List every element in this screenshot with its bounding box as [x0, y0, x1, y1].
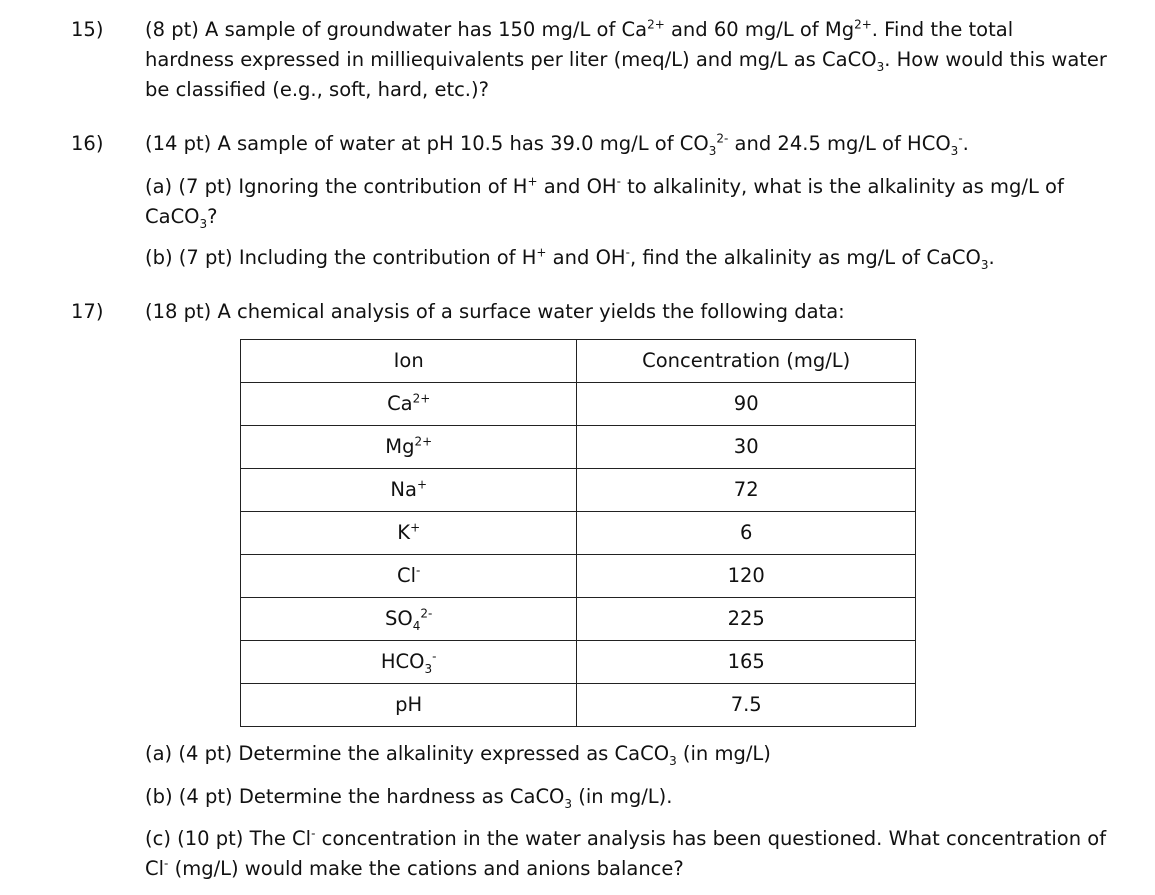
concentration-cell: 225	[577, 598, 916, 641]
superscript: -	[625, 245, 630, 260]
superscript: -	[311, 826, 316, 841]
problem-16b-text-part: .	[988, 246, 995, 269]
ion-cell	[241, 555, 577, 598]
problem-15-text	[71, 15, 1108, 105]
problem-17c-text-part: concentration in the water analysis has been questioned. What concentration of Cl	[145, 827, 1107, 880]
problem-16a-text-part: (a) (7 pt) Ignoring the contribution of H	[145, 175, 528, 198]
problem-17c-text	[108, 824, 1108, 884]
problem-17-text	[71, 297, 1108, 327]
ion-charge: -	[432, 649, 437, 664]
subscript: 3	[876, 59, 885, 74]
superscript: 2+	[854, 17, 872, 32]
table-row	[241, 383, 916, 426]
ion-cell	[241, 684, 577, 727]
problem-16-text-part: (14 pt) A sample of water at pH 10.5 has 39.0 mg/L of CO	[145, 132, 709, 155]
ion-symbol: Ca	[387, 392, 413, 415]
problem-16-text-part: .	[962, 132, 969, 155]
subscript: 3	[564, 796, 573, 811]
problem-16	[71, 129, 1108, 159]
problem-17a-text-part: (a) (4 pt) Determine the alkalinity expressed as CaCO	[145, 742, 670, 765]
problem-17b-text-part: (b) (4 pt) Determine the hardness as CaCO	[145, 785, 565, 808]
problem-16a-text-part: and OH	[537, 175, 617, 198]
problem-17c	[108, 824, 1108, 884]
table-row	[241, 641, 916, 684]
problem-16a-text	[108, 172, 1108, 232]
ion-cell	[241, 598, 577, 641]
table-row	[241, 555, 916, 598]
problem-16-text-part: and 24.5 mg/L of HCO	[728, 132, 951, 155]
problem-17a-text-part: (in mg/L)	[676, 742, 771, 765]
problem-17-text-part: (18 pt) A chemical analysis of a surface water yields the following data:	[145, 300, 845, 323]
concentration-cell: 120	[577, 555, 916, 598]
table-row	[241, 598, 916, 641]
header-ion: Ion	[241, 340, 577, 383]
concentration-cell: 30	[577, 426, 916, 469]
concentration-cell: 72	[577, 469, 916, 512]
ion-table-body	[241, 340, 916, 727]
subscript: 3	[950, 143, 959, 158]
ion-symbol: pH	[395, 693, 423, 716]
superscript: +	[527, 174, 538, 189]
problem-16-number: 16)	[71, 132, 104, 155]
superscript: 2-	[716, 131, 729, 146]
table-row	[241, 684, 916, 727]
problem-15-text-part: . How would this water be classified (e.g., soft, hard, etc.)?	[145, 48, 1107, 101]
ion-symbol: HCO	[380, 650, 425, 673]
ion-subscript: 3	[424, 661, 433, 676]
superscript: -	[616, 174, 621, 189]
ion-symbol: SO	[385, 607, 413, 630]
table-row	[241, 469, 916, 512]
ion-subscript: 4	[412, 618, 421, 633]
problem-16b-text	[108, 243, 1108, 273]
ion-charge: +	[416, 477, 427, 492]
superscript: -	[958, 131, 963, 146]
ion-symbol: Cl	[397, 564, 417, 587]
ion-symbol: K	[397, 521, 411, 544]
problem-16a-text-part: ?	[207, 205, 218, 228]
concentration-cell: 7.5	[577, 684, 916, 727]
subscript: 3	[980, 257, 989, 272]
ion-data-table	[240, 339, 916, 727]
table-row	[241, 512, 916, 555]
concentration-cell: 90	[577, 383, 916, 426]
ion-cell	[241, 383, 577, 426]
ion-charge: 2+	[414, 434, 433, 449]
problem-16a-text-part: to alkalinity, what is the alkalinity as mg/L of CaCO	[145, 175, 1064, 228]
problem-15-text-part: and 60 mg/L of Mg	[664, 18, 855, 41]
problem-17b-text	[108, 782, 1108, 812]
ion-charge: -	[416, 563, 421, 578]
problem-15-text-part: (8 pt) A sample of groundwater has 150 mg/L of Ca	[145, 18, 648, 41]
problem-16b-text-part: , find the alkalinity as mg/L of CaCO	[629, 246, 981, 269]
problem-16b	[108, 243, 1108, 273]
ion-cell	[241, 512, 577, 555]
problem-16b-text-part: (b) (7 pt) Including the contribution of H	[145, 246, 537, 269]
problem-16b-text-part: and OH	[546, 246, 626, 269]
ion-charge: 2-	[420, 606, 433, 621]
concentration-cell: 6	[577, 512, 916, 555]
problem-16a	[108, 172, 1108, 232]
problem-15-text-part: . Find the total hardness expressed in milliequivalents per liter (meq/L) and mg/L as CaCO	[145, 18, 1014, 71]
problem-16-text	[71, 129, 1108, 159]
subscript: 3	[199, 216, 208, 231]
problem-15	[71, 15, 1108, 105]
subscript: 3	[669, 753, 677, 768]
problem-17c-text-part: (mg/L) would make the cations and anions balance?	[168, 857, 684, 880]
ion-symbol: Na	[390, 478, 417, 501]
ion-cell	[241, 641, 577, 684]
header-concentration: Concentration (mg/L)	[577, 340, 916, 383]
concentration-cell: 165	[577, 641, 916, 684]
ion-symbol: Mg	[385, 435, 415, 458]
problem-17	[71, 297, 1108, 327]
superscript: 2+	[647, 17, 665, 32]
ion-charge: +	[410, 520, 421, 535]
ion-cell	[241, 469, 577, 512]
problem-17b-text-part: (in mg/L).	[572, 785, 673, 808]
table-row	[241, 426, 916, 469]
ion-cell	[241, 426, 577, 469]
problem-15-number: 15)	[71, 18, 104, 41]
superscript: +	[536, 245, 547, 260]
problem-17c-text-part: (c) (10 pt) The Cl	[145, 827, 312, 850]
problem-17a-text	[108, 739, 1108, 769]
problem-17a	[108, 739, 1108, 769]
superscript: -	[164, 856, 169, 871]
problem-17-number: 17)	[71, 300, 104, 323]
problem-17b	[108, 782, 1108, 812]
table-header-row	[241, 340, 916, 383]
ion-charge: 2+	[412, 391, 431, 406]
subscript: 3	[708, 143, 717, 158]
